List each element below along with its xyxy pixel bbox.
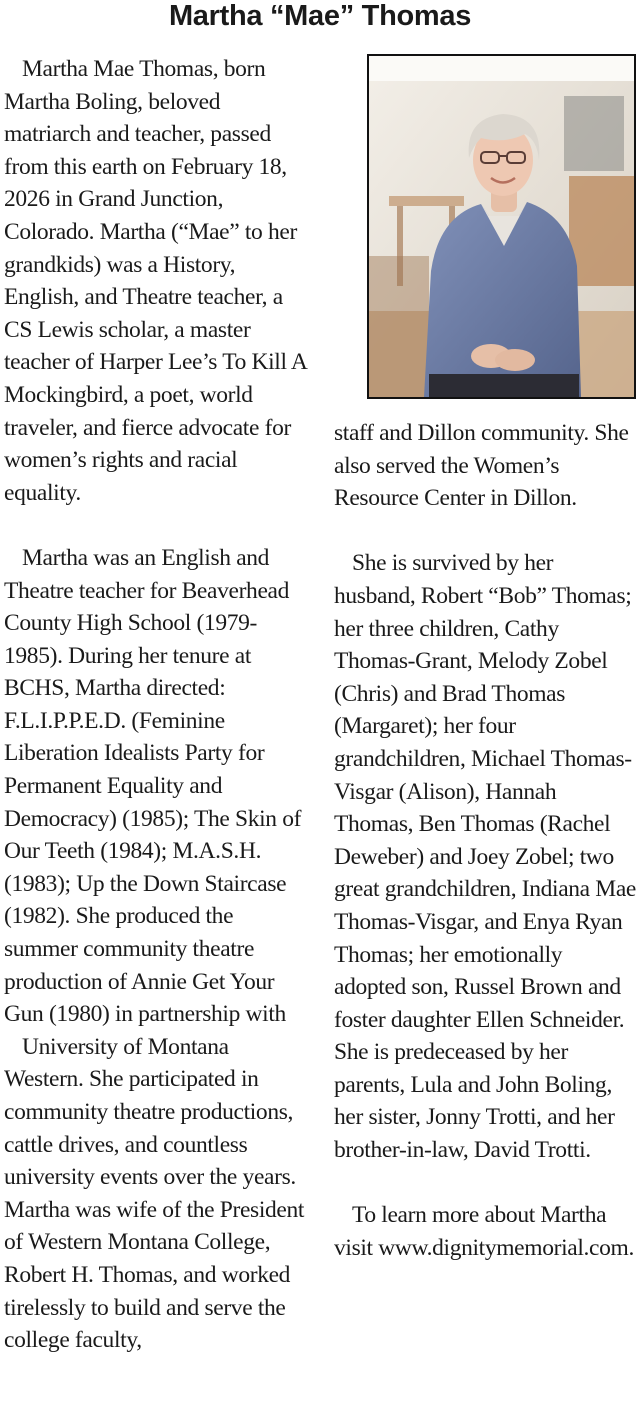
service-paragraph: staff and Dillon community. She also served the Women’s Resource Center in Dillon. bbox=[334, 420, 629, 512]
left-column bbox=[4, 53, 310, 1357]
portrait-illustration bbox=[369, 56, 634, 397]
obituary-title: Martha “Mae” Thomas bbox=[168, 0, 472, 32]
right-column bbox=[334, 417, 638, 1264]
website-paragraph: To learn more about Martha visit www.dignitymemorial.com. bbox=[334, 1202, 634, 1261]
survivors-paragraph: She is survived by her husband, Robert “Bob” Thomas; her three children, Cathy Thomas-Grant, Melody Zobel (Chris) and Brad Thomas (Margaret); her four grandchildren, Michael Thomas-Visgar (Alison), Hannah Thomas, Ben Thomas (Rachel Deweber) and Joey Zobel; two great grandchildren, Indiana Mae Thomas-Visgar, and Enya Ryan Thomas; her emotionally adopted son, Russel Brown and foster daughter Ellen Schneider. She is predeceased by her parents, Lula and John Boling, her sister, Jonny Trotti, and her brother-in-law, David Trotti. bbox=[334, 550, 636, 1164]
intro-paragraph: Martha Mae Thomas, born Martha Boling, beloved matriarch and teacher, passed from this earth on February 18, 2026 in Grand Junction, Colorado. Martha (“Mae” to her grandkids) was a History, English, and Theatre teacher, a CS Lewis scholar, a master teacher of Harper Lee’s To Kill A Mockingbird, a poet, world traveler, and fierce advocate for women’s rights and racial equality. bbox=[4, 56, 307, 506]
career-paragraph: Martha was an English and Theatre teacher for Beaverhead County High School (1979-1985). During her tenure at BCHS, Martha directed: F.L.I.P.P.E.D. (Feminine Liberation Idealists Party for Permanent Equality and Democracy) (1985); The Skin of Our Teeth (1984); M.A.S.H. (1983); Up the Down Staircase (1982). She produced the summer community theatre production of Annie Get Your Gun (1980) in partnership with bbox=[4, 544, 302, 1028]
university-paragraph: University of Montana Western. She participated in community theatre productions, cattle drives, and countless university events over the years. Martha was wife of the President of Western Montana College, Robert H. Thomas, and worked tirelessly to build and serve the college faculty, bbox=[4, 1033, 305, 1354]
portrait-photo bbox=[367, 54, 636, 399]
